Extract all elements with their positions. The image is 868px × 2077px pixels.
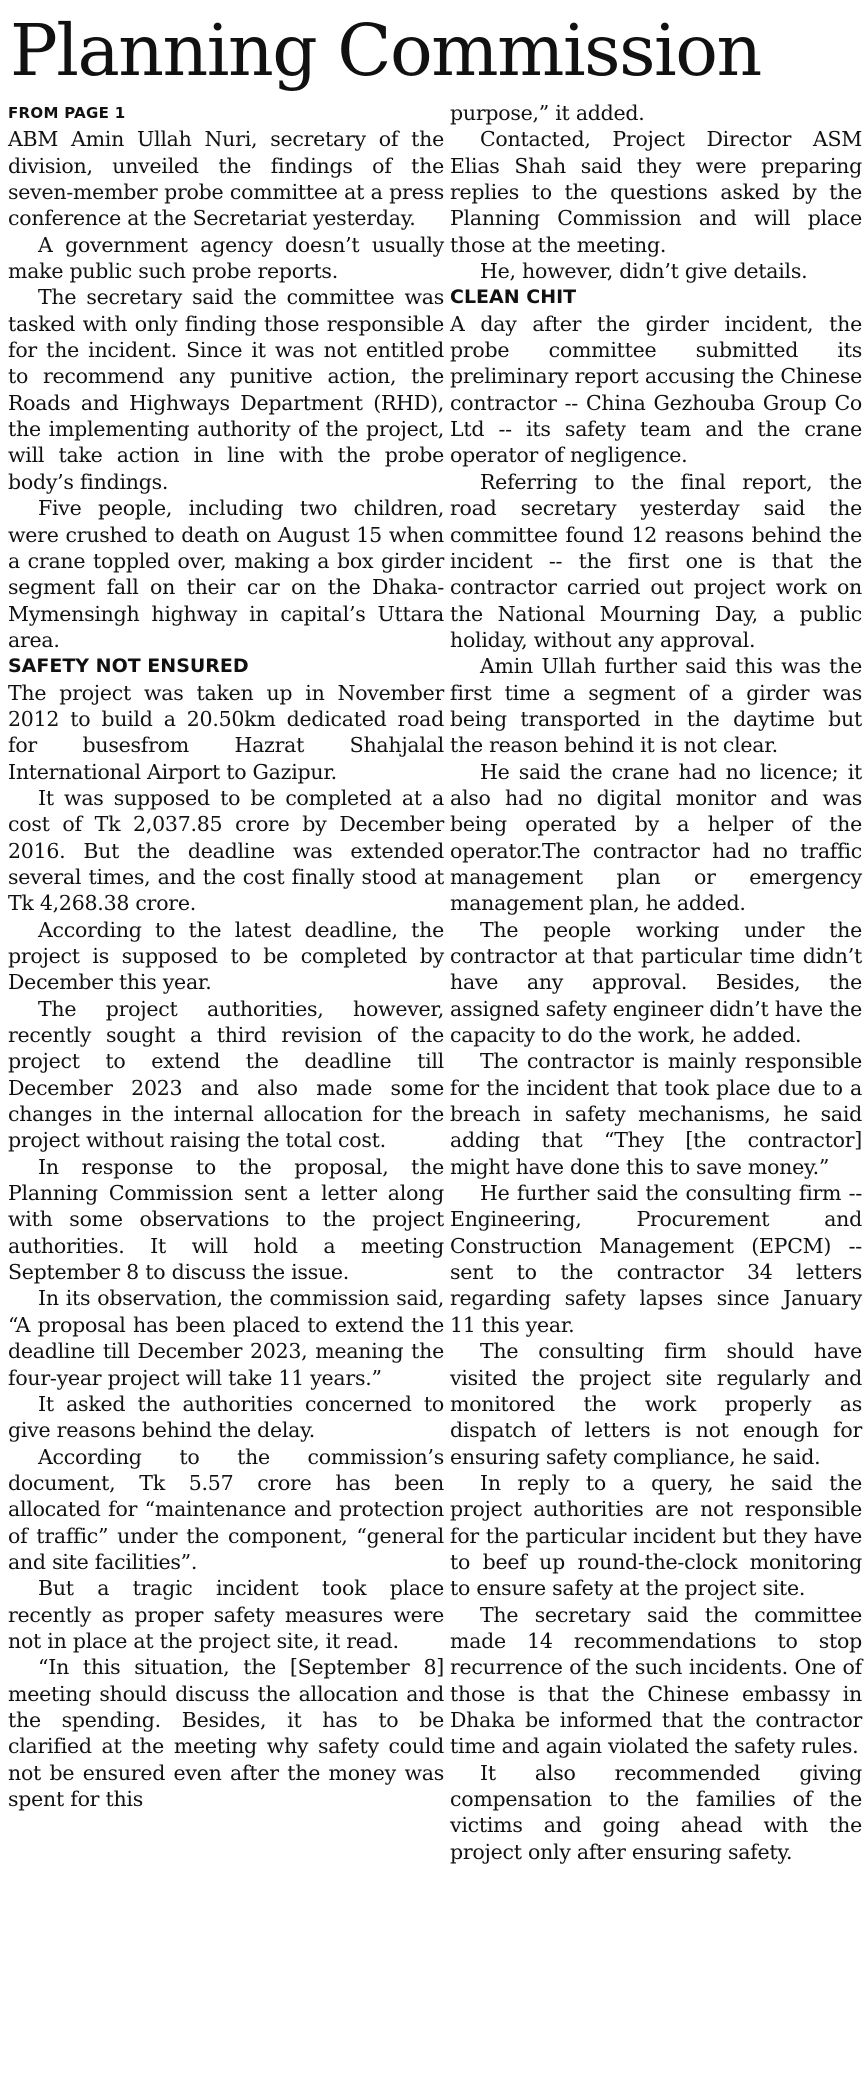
paragraph: The people working under the contractor at that particular time didn’t have any approval. Besides, the assigned safety engineer didn’t have the capacity to do the work, he added. bbox=[450, 917, 863, 1048]
from-page-label: FROM PAGE 1 bbox=[8, 104, 126, 122]
right-column bbox=[450, 100, 862, 1865]
paragraph: A government agency doesn’t usually make public such probe reports. bbox=[8, 232, 444, 284]
paragraph: Amin Ullah further said this was the first time a segment of a girder was being transported in the daytime but the reason behind it is not clear. bbox=[450, 654, 862, 758]
paragraph: The project was taken up in November 2012 to build a 20.50km dedicated road for busesfrom Hazrat Shahjalal International Airport to Gazipur. bbox=[8, 680, 444, 784]
paragraph: The secretary said the committee was tasked with only finding those responsible for the incident. Since it was not entitled to recommend any punitive action, the Roads and Highways Department (RHD), the implementing authority of the project, will take action in line with the probe body’s findings. bbox=[8, 285, 444, 494]
paragraph: The project authorities, however, recently sought a third revision of the project to extend the deadline till December 2023 and also made some changes in the internal allocation for the project without raising the total cost. bbox=[8, 996, 444, 1153]
left-column bbox=[8, 100, 444, 1812]
paragraph: According to the latest deadline, the project is supposed to be completed by December this year. bbox=[8, 917, 444, 995]
subheading-clean-chit: CLEAN CHIT bbox=[450, 286, 577, 309]
paragraph: It also recommended giving compensation to the families of the victims and going ahead with the project only after ensuring safety. bbox=[450, 1760, 862, 1864]
paragraph: He, however, didn’t give details. bbox=[480, 259, 808, 284]
paragraph: The contractor is mainly responsible for the incident that took place due to a breach in safety mechanisms, he said adding that “They [the contractor] might have done this to save money.” bbox=[450, 1049, 862, 1179]
paragraph: It was supposed to be completed at a cost of Tk 2,037.85 crore by December 2016. But the deadline was extended several times, and the cost finally stood at Tk 4,268.38 crore. bbox=[8, 785, 444, 916]
paragraph: He further said the consulting firm -- Engineering, Procurement and Construction Management (EPCM) -- sent to the contractor 34 letters regarding safety lapses since January 11 this year. bbox=[450, 1181, 862, 1337]
paragraph: Five people, including two children, were crushed to death on August 15 when a crane toppled over, making a box girder segment fall on their car on the Dhaka-Mymensingh highway in capital’s Uttara area. bbox=[8, 496, 444, 652]
paragraph: But a tragic incident took place recently as proper safety measures were not in place at the project site, it read. bbox=[8, 1576, 444, 1653]
paragraph: A day after the girder incident, the probe committee submitted its preliminary report accusing the Chinese contractor -- China Gezhouba Group Co Ltd -- its safety team and the crane operator of negligence. bbox=[450, 311, 862, 468]
paragraph: In reply to a query, he said the project authorities are not responsible for the particular incident but they have to beef up round-the-clock monitoring to ensure safety at the project site. bbox=[450, 1470, 862, 1601]
paragraph: It asked the authorities concerned to give reasons behind the delay. bbox=[8, 1391, 444, 1443]
paragraph: In its observation, the commission said, “A proposal has been placed to extend the deadline till December 2023, meaning the four-year project will take 11 years.” bbox=[8, 1286, 444, 1390]
headline: Planning Commission bbox=[10, 9, 761, 92]
paragraph: Contacted, Project Director ASM Elias Shah said they were preparing replies to the questions asked by the Planning Commission and will place those at the meeting. bbox=[450, 127, 862, 257]
paragraph: The secretary said the committee made 14 recommendations to stop recurrence of the such incidents. One of those is that the Chinese embassy in Dhaka be informed that the contractor time and again violated the safety rules. bbox=[450, 1602, 862, 1759]
paragraph: Referring to the final report, the road secretary yesterday said the committee found 12 reasons behind the incident -- the first one is that the contractor carried out project work on the National Mourning Day, a public holiday, without any approval. bbox=[450, 469, 862, 652]
paragraph: He said the crane had no licence; it also had no digital monitor and was being operated by a helper of the operator.The contractor had no traffic management plan or emergency management plan, he added. bbox=[450, 759, 862, 916]
paragraph: In response to the proposal, the Planning Commission sent a letter along with some observations to the project authorities. It will hold a meeting September 8 to discuss the issue. bbox=[8, 1154, 444, 1285]
subheading-safety-not-ensured: SAFETY NOT ENSURED bbox=[8, 655, 249, 678]
paragraph: According to the commission’s document, Tk 5.57 crore has been allocated for “maintenance and protection of traffic” under the component, “general and site facilities”. bbox=[8, 1444, 444, 1574]
paragraph: purpose,” it added. bbox=[450, 101, 645, 125]
paragraph: The consulting firm should have visited the project site regularly and monitored the work properly as dispatch of letters is not enough for ensuring safety compliance, he said. bbox=[450, 1339, 862, 1469]
paragraph: “In this situation, the [September 8] meeting should discuss the allocation and the spending. Besides, it has to be clarified at the meeting why safety could not be ensured even after the money was spent for this bbox=[8, 1655, 444, 1811]
paragraph: ABM Amin Ullah Nuri, secretary of the division, unveiled the findings of the seven-member probe committee at a press conference at the Secretariat yesterday. bbox=[8, 127, 444, 231]
